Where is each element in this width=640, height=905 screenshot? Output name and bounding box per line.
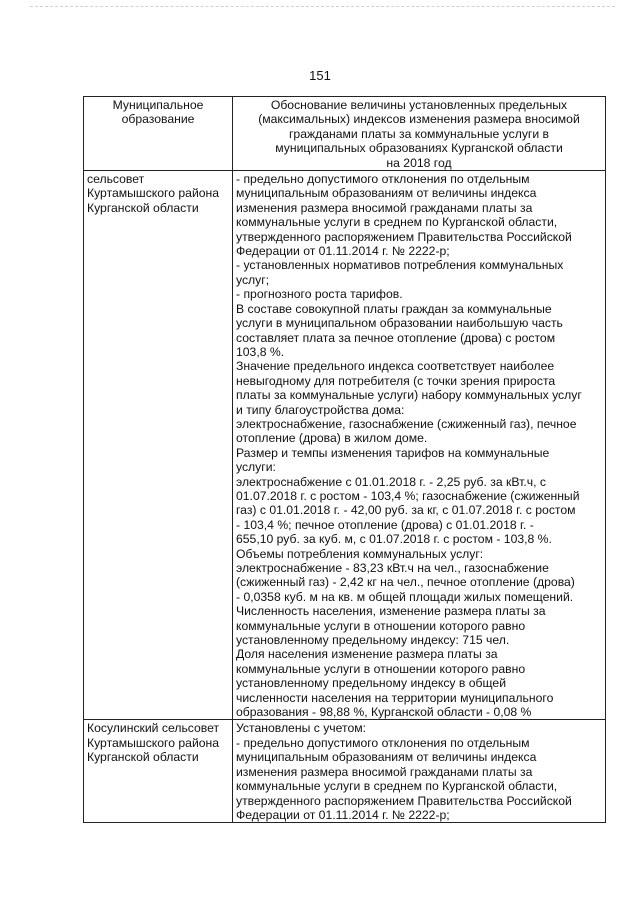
municipality-line: Куртамышского района — [87, 735, 220, 750]
text-line: установленному предельному индексу в общей — [236, 676, 507, 691]
text-line: - установленных нормативов потребления коммунальных — [236, 258, 564, 273]
municipality-cell — [84, 171, 233, 720]
municipality-line: сельсовет — [87, 172, 145, 187]
text-line: составляет плата за печное отопление (дрова) с ростом — [236, 330, 556, 345]
text-line: коммунальные услуги в среднем по Курганской области, — [236, 779, 558, 794]
text-line: Федерации от 01.11.2014 г. № 2222-р; — [236, 244, 450, 259]
text-line: коммунальные услуги в среднем по Курганской области, — [236, 215, 558, 230]
tariff-index-table — [83, 96, 606, 823]
text-line: и типу благоустройства дома: — [236, 402, 405, 417]
text-line: газ) с 01.01.2018 г. - 42,00 руб. за кг, с 01.07.2018 г. с ростом — [236, 503, 576, 518]
header-line: на 2018 год — [386, 155, 452, 170]
text-line: Размер и темпы изменения тарифов на коммунальные — [236, 445, 550, 460]
justification-cell — [233, 720, 606, 823]
text-line: услуги в муниципальном образовании наибольшую часть — [236, 316, 563, 331]
text-line: - предельно допустимого отклонения по отдельным — [236, 172, 530, 187]
text-line: изменения размера вносимой гражданами платы за — [236, 200, 533, 215]
text-line: утвержденного распоряжением Правительства Российской — [236, 229, 572, 244]
text-line: утвержденного распоряжением Правительства Российской — [236, 793, 572, 808]
text-line: отопление (дрова) в жилом доме. — [236, 431, 428, 446]
table-row — [84, 720, 606, 823]
municipality-line: Косулинский сельсовет — [87, 721, 220, 736]
text-line: Значение предельного индекса соответствует наиболее — [236, 359, 555, 374]
table-row — [84, 171, 606, 720]
municipality-line: Куртамышского района — [87, 186, 220, 201]
header-municipality — [84, 97, 233, 171]
text-line: изменения размера вносимой гражданами платы за — [236, 764, 533, 779]
table-header-row — [84, 97, 606, 171]
text-line: образования - 98,88 %, Курганской области - 0,08 % — [236, 705, 532, 720]
text-line: - прогнозного роста тарифов. — [236, 287, 403, 302]
text-line: 103,8 %. — [236, 344, 285, 359]
text-line: - 103,4 %; печное отопление (дрова) с 01.01.2018 г. - — [236, 517, 534, 532]
municipality-line: Курганской области — [87, 200, 199, 215]
text-line: услуг; — [236, 272, 270, 287]
text-line: Объемы потребления коммунальных услуг: — [236, 546, 484, 561]
header-line: гражданами платы за коммунальные услуги в — [288, 126, 550, 141]
municipality-line: Курганской области — [87, 750, 199, 765]
text-line: электроснабжение - 83,23 кВт.ч на чел., газоснабжение — [236, 561, 549, 575]
text-line: муниципальным образованиям от величины индекса — [236, 750, 537, 765]
header-line: Муниципальное — [112, 98, 204, 112]
text-line: платы за коммунальные услуги) набору коммунальных услуг — [236, 388, 582, 403]
page-number: 151 — [309, 68, 331, 83]
text-line: численности населения на территории муниципального — [236, 690, 554, 705]
text-line: (сжиженный газ) - 2,42 кг на чел., печное отопление (дрова) — [236, 575, 575, 590]
text-line: установленному предельному индексу: 715 чел. — [236, 633, 510, 648]
justification-cell — [233, 171, 606, 720]
text-line: Установлены с учетом: — [236, 721, 366, 736]
header-line: Обоснование величины установленных предельных — [270, 98, 568, 112]
text-line: электроснабжение с 01.01.2018 г. - 2,25 руб. за кВт.ч, с — [236, 474, 546, 489]
header-line: (максимальных) индексов изменения размера вносимой — [258, 112, 580, 127]
header-line: муниципальных образованиях Курганской области — [275, 141, 563, 156]
header-line: образование — [121, 112, 195, 127]
scan-artifact-line — [30, 6, 615, 9]
text-line: 01.07.2018 г. с ростом - 103,4 %; газоснабжение (сжиженный — [236, 488, 580, 503]
text-line: электроснабжение, газоснабжение (сжиженный газ), печное — [236, 416, 577, 431]
text-line: Федерации от 01.11.2014 г. № 2222-р; — [236, 807, 450, 822]
text-line: услуги: — [236, 460, 276, 475]
text-line: Численность населения, изменение размера платы за — [236, 604, 546, 619]
municipality-cell — [84, 720, 233, 823]
text-line: 655,10 руб. за куб. м, с 01.07.2018 г. с ростом - 103,8 %. — [236, 532, 552, 547]
text-line: муниципальным образованиям от величины индекса — [236, 186, 537, 201]
text-line: Доля населения изменение размера платы за — [236, 647, 498, 662]
text-line: В составе совокупной платы граждан за коммунальные — [236, 301, 552, 316]
text-line: - предельно допустимого отклонения по отдельным — [236, 735, 530, 750]
text-line: невыгодному для потребителя (с точки зрения прироста — [236, 373, 556, 388]
text-line: - 0,0358 куб. м на кв. м общей площади жилых помещений. — [236, 589, 574, 604]
text-line: коммунальные услуги в отношении которого равно — [236, 661, 526, 676]
header-justification — [233, 97, 606, 171]
text-line: коммунальные услуги в отношении которого равно — [236, 618, 526, 633]
